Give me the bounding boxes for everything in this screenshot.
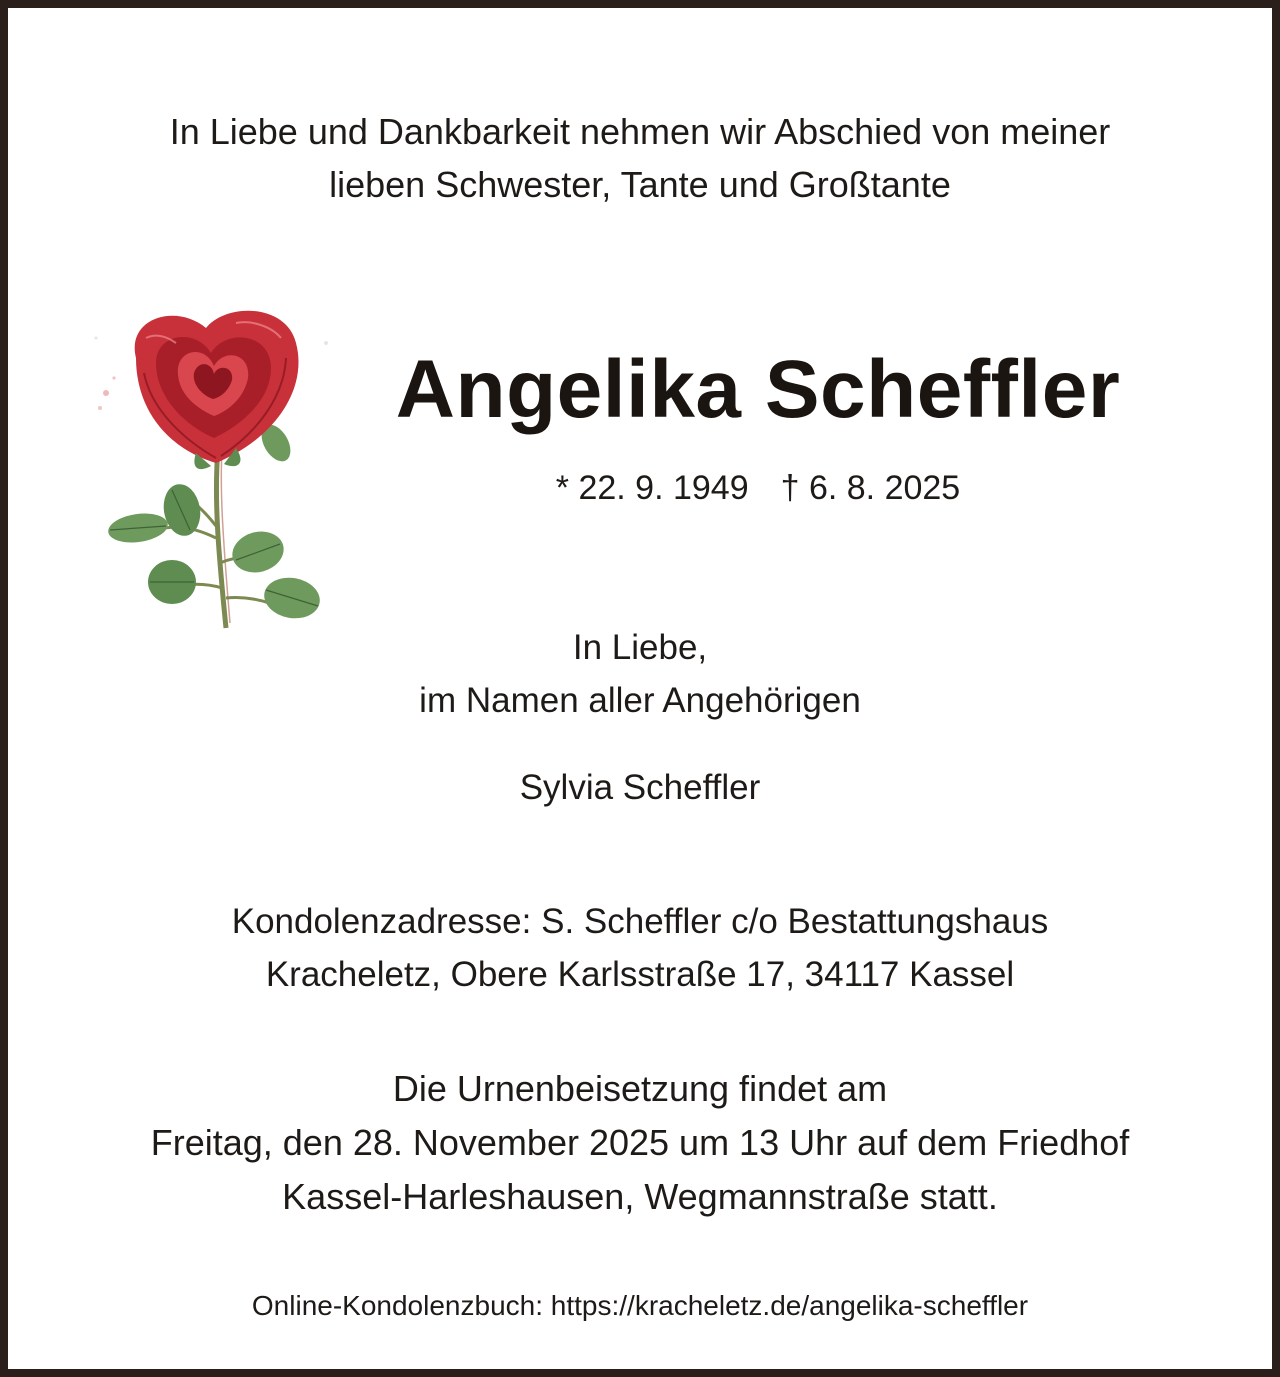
condolence-address-line-2: Kracheletz, Obere Karlsstraße 17, 34117 Kassel bbox=[265, 955, 1015, 994]
funeral-info-line-1: Die Urnenbeisetzung findet am bbox=[392, 1068, 888, 1109]
closing-line-1: In Liebe, bbox=[572, 628, 708, 667]
rose-icon bbox=[86, 298, 336, 638]
life-dates bbox=[358, 469, 1158, 508]
online-condolence-link[interactable]: Online-Kondolenzbuch: https://kracheletz.de/angelika-scheffler bbox=[251, 1290, 1029, 1321]
intro-line-1: In Liebe und Dankbarkeit nehmen wir Abschied von meiner bbox=[169, 111, 1111, 152]
condolence-address-line-1: Kondolenzadresse: S. Scheffler c/o Bestattungshaus bbox=[231, 902, 1049, 941]
funeral-info-line-3: Kassel-Harleshausen, Wegmannstraße statt. bbox=[282, 1176, 998, 1217]
closing-line-2: im Namen aller Angehörigen bbox=[419, 681, 861, 720]
funeral-info-line-2: Freitag, den 28. November 2025 um 13 Uhr auf dem Friedhof bbox=[150, 1122, 1130, 1163]
death-date: † 6. 8. 2025 bbox=[780, 469, 961, 507]
intro-line-2: lieben Schwester, Tante und Großtante bbox=[329, 164, 951, 205]
deceased-name: Angelika Scheffler bbox=[395, 344, 1121, 435]
signer-name: Sylvia Scheffler bbox=[519, 768, 761, 807]
birth-date: * 22. 9. 1949 bbox=[555, 469, 749, 507]
